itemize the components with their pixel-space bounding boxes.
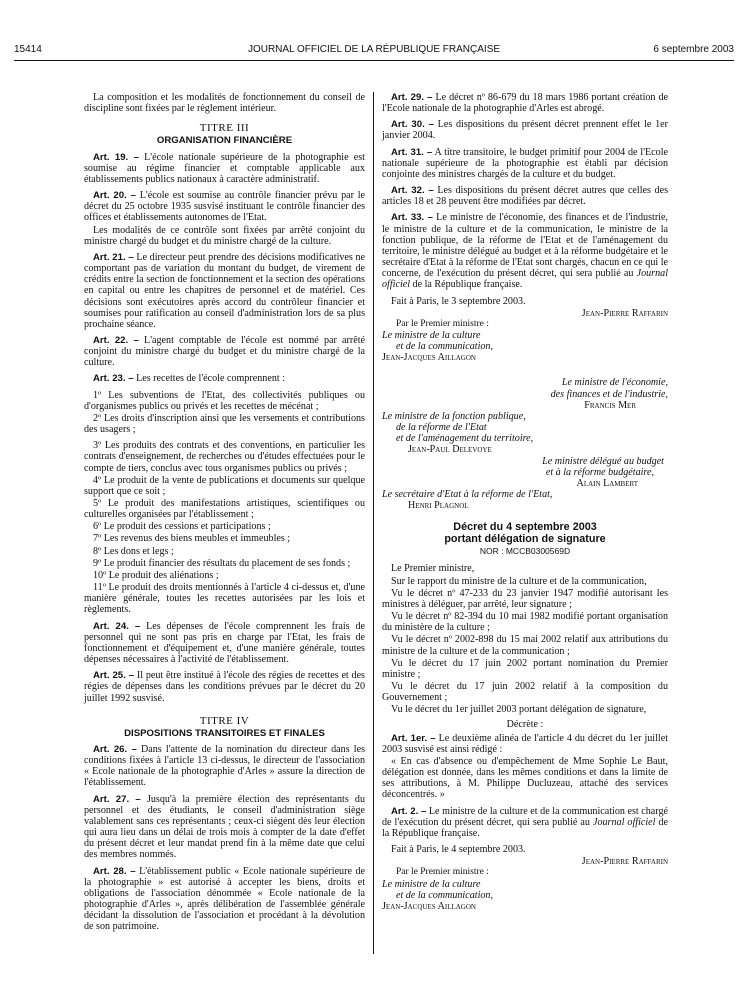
visa-item: Vu le décret du 1er juillet 2003 portant délégation de signature, <box>391 704 647 716</box>
par-premier-ministre-1: Par le Premier ministre : <box>396 318 489 329</box>
article-text: Le décret nº 86-679 du 18 mars 1986 portant création de l'Ecole nationale de la photographie d'Arles est abrogé. <box>382 92 668 115</box>
article-text: Les dispositions du présent décret autres que celles des articles 18 et 28 peuvent être modifiées par décret. <box>382 185 668 208</box>
article-label: Art. 28. – <box>93 865 136 877</box>
page-number: 15414 <box>14 44 42 55</box>
list-item: 5º Le produit des manifestations artistiques, scientifiques ou culturelles organisées par l'établissement ; <box>84 498 365 521</box>
article-text: Il peut être institué à l'école des régies de recettes et des régies de dépenses dans les conditions prévues par le décret du 20 juillet 1992 susvisé. <box>84 670 365 704</box>
article-text: Le deuxième alinéa de l'article 4 du décret du 1er juillet 2003 susvisé est ainsi rédigé : <box>382 732 669 755</box>
list-item: 1º Les subventions de l'Etat, des collectivités publiques ou d'organismes publics ou privés et les recettes de mécénat ; <box>84 389 365 412</box>
state-secretary-title: Le secrétaire d'Etat à la réforme de l'Etat, <box>382 489 553 500</box>
decree-article-2 <box>382 806 668 839</box>
article-label: Art. 27. – <box>93 793 141 805</box>
economy-minister-name: Francis Mer <box>584 399 636 411</box>
article-label: Art. 23. – <box>93 373 134 385</box>
journal-officiel-italic: Journal officiel <box>592 816 656 828</box>
intro-paragraph: La composition et les modalités de fonctionnement du conseil de discipline sont fixées par le règlement intérieur. <box>84 92 365 115</box>
journal-title: JOURNAL OFFICIEL DE LA RÉPUBLIQUE FRANÇAISE <box>247 44 501 55</box>
done-at-paris-1: Fait à Paris, le 3 septembre 2003. <box>391 295 526 307</box>
article-label: Art. 33. – <box>391 212 433 224</box>
list-item: 3º Les produits des contrats et des conventions, en particulier les contrats d'enseignement, de recherches ou d'études effectuées pour le compte de tiers, conclus avec tous organismes publics ou privés ; <box>84 440 365 474</box>
visa-item: Sur le rapport du ministre de la culture et de la communication, <box>391 575 647 587</box>
premier-ministre: Le Premier ministre, <box>391 563 475 575</box>
page-header <box>14 44 734 58</box>
article-label: Art. 29. – <box>391 92 433 103</box>
decree-article-1 <box>382 733 668 755</box>
article-33 <box>382 212 668 290</box>
article-label: Art. 32. – <box>391 185 434 197</box>
article-19 <box>84 152 365 185</box>
nor-reference: NOR : MCCB0300569D <box>479 546 571 557</box>
column-divider <box>373 92 374 954</box>
list-item: 2º Les droits d'inscription ainsi que les versements et contributions des usagers ; <box>84 412 365 436</box>
titre-iii-heading: TITRE III <box>199 122 250 135</box>
article-label: Art. 24. – <box>93 620 141 632</box>
article-label: Art. 22. – <box>93 334 139 346</box>
culture-minister-name-2: Jean-Jacques Aillagon <box>382 900 476 912</box>
list-item: 4º Le produit de la vente de publications et documents sur quelque support que ce soit ; <box>84 474 365 497</box>
article-label: Art. 1er. – <box>391 732 436 744</box>
article-text: L'école est soumise au contrôle financier prévu par le décret du 25 octobre 1935 susvisé instituant le contrôle financier des offices et établissements autonomes de l'Etat. <box>84 190 365 224</box>
budget-minister-title: Le ministre délégué au budget <box>542 455 664 467</box>
culture-minister-title-2b: et de la communication, <box>396 889 493 901</box>
visa-item: Vu le décret nº 82-394 du 10 mai 1982 modifié portant organisation du ministère de la culture ; <box>382 611 668 634</box>
public-service-minister-title-b: de la réforme de l'Etat <box>396 422 487 434</box>
decree-title: Décret du 4 septembre 2003 <box>453 521 597 534</box>
issue-date: 6 septembre 2003 <box>653 44 734 55</box>
article-label: Art. 25. – <box>93 670 135 682</box>
economy-minister-title: Le ministre de l'économie, <box>561 377 668 389</box>
article-22 <box>84 335 365 368</box>
done-at-paris-2: Fait à Paris, le 4 septembre 2003. <box>391 844 526 856</box>
header-rule <box>14 60 734 61</box>
budget-minister-name: Alain Lambert <box>576 477 638 489</box>
public-service-minister-title-c: et de l'aménagement du territoire, <box>396 433 534 445</box>
list-item: 7º Les revenus des biens meubles et immeubles ; <box>93 533 291 545</box>
public-service-minister-title: Le ministre de la fonction publique, <box>382 410 526 422</box>
titre-iv-heading: TITRE IV <box>199 714 250 727</box>
article-29 <box>382 92 668 114</box>
public-service-minister-name: Jean-Paul Delevoye <box>408 444 492 456</box>
culture-minister-title-1: Le ministre de la culture <box>382 329 481 341</box>
article-text: Le ministre de l'économie, des finances et de l'industrie, le ministre de la culture et de la communication, le ministre de la fonction publique, de la réforme de l'Etat et de l'aménagement du territoire, le ministre délégué au budget et à la réforme budgétaire et le secrétaire d'Etat à la réforme de l'Etat sont chargés, chacun en ce qui le concerne, de l'exécution du présent décret, qui sera publié au <box>382 212 668 280</box>
article-26 <box>84 744 365 789</box>
state-secretary-name: Henri Plagnol <box>408 500 469 512</box>
article-text-end: de la République française. <box>410 279 523 291</box>
signature-premier-ministre-1: Jean-Pierre Raffarin <box>581 307 668 319</box>
right-column <box>382 92 668 912</box>
decree-article-1-quote: « En cas d'absence ou d'empêchement de Mme Sophie Le Baut, délégation est donnée, dans les mêmes conditions et dans la limite de ses attributions, à M. Philippe Ducluzeau, attaché des services déconcentrés. » <box>382 755 668 801</box>
article-27 <box>84 794 365 861</box>
visa-item: Vu le décret du 17 juin 2002 relatif à la composition du Gouvernement ; <box>382 681 668 704</box>
article-text: Les recettes de l'école comprennent : <box>136 373 286 385</box>
article-text: Les dépenses de l'école comprennent les frais de personnel qui ne sont pas pris en charge par l'Etat, les frais de fonctionnement et d'équipement et, d'une manière générale, toutes dépenses nécessaires à l'activité de l'établissement. <box>84 620 365 666</box>
article-24 <box>84 621 365 666</box>
article-text: A titre transitoire, le budget primitif pour 2004 de l'Ecole nationale supérieure de la photographie est établi par décision conjointe des ministres chargés de la culture et du budget. <box>382 146 668 180</box>
decree-title-2: portant délégation de signature <box>444 533 606 546</box>
visa-item: Vu le décret nº 2002-898 du 15 mai 2002 relatif aux attributions du ministre de la culture et de la communication ; <box>382 634 668 657</box>
article-label: Art. 31. – <box>391 146 433 158</box>
article-label: Art. 21. – <box>93 251 134 263</box>
decrete: Décrète : <box>506 718 544 730</box>
article-label: Art. 20. – <box>93 190 136 202</box>
article-label: Art. 19. – <box>93 151 139 163</box>
culture-minister-name-1: Jean-Jacques Aillagon <box>382 352 476 364</box>
article-text: Le ministre de la culture et de la communication est chargé de l'exécution du présent décret, qui sera publié au <box>382 805 668 828</box>
titre-iii-subheading: ORGANISATION FINANCIÈRE <box>156 135 293 147</box>
list-item: 10º Le produit des aliénations ; <box>93 569 219 581</box>
list-item: 6º Le produit des cessions et participations ; <box>93 521 271 533</box>
article-20 <box>84 190 365 223</box>
article-25 <box>84 670 365 703</box>
article-text: Les dispositions du présent décret prennent effet le 1er janvier 2004. <box>382 119 668 142</box>
visa-item: Vu le décret du 17 juin 2002 portant nomination du Premier ministre ; <box>382 657 668 680</box>
budget-minister-title-b: et à la réforme budgétaire, <box>545 466 654 478</box>
article-23 <box>84 373 365 384</box>
list-item: 11º Le produit des droits mentionnés à l'article 4 ci-dessus et, d'une manière générale, toutes les recettes autorisées par les lois et règlements. <box>84 582 365 616</box>
journal-officiel-italic: Journal officiel <box>382 268 668 291</box>
article-21 <box>84 252 365 330</box>
article-text: L'agent comptable de l'école est nommé par arrêté conjoint du ministre chargé du budget et du ministre chargé de la culture. <box>84 334 365 369</box>
article-text: L'établissement public « Ecole nationale supérieure de la photographie » est autorisé à accepter les biens, droits et obligations de l'association dénommée « Ecole nationale de la photographie d'Arles », après délibération de l'assemblée générale décidant la dissolution de l'association et procédant à la dévolution de son patrimoine. <box>84 865 365 933</box>
list-item: 8º Les dons et legs ; <box>93 545 174 557</box>
article-text: Le directeur peut prendre des décisions modificatives ne comportant pas de variation du montant du budget, de virement de crédits entre la section de fonctionnement et la section des opérations en capital ou entre les chapitres de personnel et de matériel. Ces décisions sont exécutoires après accord du contrôleur financier et soumises pour ratification au conseil d'administration lors de sa plus prochaine séance. <box>84 251 365 330</box>
article-label: Art. 30. – <box>391 119 434 131</box>
list-item: 9º Le produit financier des résultats du placement de ses fonds ; <box>93 557 351 569</box>
article-label: Art. 26. – <box>93 743 137 755</box>
article-31 <box>382 147 668 180</box>
article-20-paragraph-2: Les modalités de ce contrôle sont fixées par arrêté conjoint du ministre chargé du budget et du ministre chargé de la culture. <box>84 224 365 247</box>
article-30 <box>382 119 668 141</box>
par-premier-ministre-2: Par le Premier ministre : <box>396 867 489 878</box>
article-text: L'école nationale supérieure de la photographie est soumise au régime financier et comptable applicable aux établissements publics nationaux à caractère administratif. <box>84 151 365 185</box>
economy-minister-title-b: des finances et de l'industrie, <box>550 388 668 400</box>
article-text: Jusqu'à la première élection des représentants du personnel et des étudiants, le conseil d'administration siège valablement sans ces représentants ; ceux-ci siègent dès leur élection qui aura lieu dans un délai de trois mois à compter de la date d'effet du présent décret et leur mandat prend fin à la même date que celui des membres nommés. <box>84 793 365 861</box>
article-text-end: de la République française. <box>382 816 669 839</box>
article-label: Art. 2. – <box>391 805 427 817</box>
visa-item: Vu le décret nº 47-233 du 23 janvier 1947 modifié autorisant les ministres à déléguer, par arrêté, leur signature ; <box>382 587 668 610</box>
article-32 <box>382 185 668 207</box>
titre-iv-subheading: DISPOSITIONS TRANSITOIRES ET FINALES <box>124 727 325 739</box>
article-text: Dans l'attente de la nomination du directeur dans les conditions fixées à l'article 13 ci-dessus, le directeur de l'association « Ecole nationale de la photographie d'Arles » assure la direction de l'établissement. <box>84 743 366 789</box>
article-28 <box>84 866 365 933</box>
culture-minister-title-1b: et de la communication, <box>396 341 493 353</box>
signature-premier-ministre-2: Jean-Pierre Raffarin <box>581 856 668 868</box>
culture-minister-title-2: Le ministre de la culture <box>382 878 481 890</box>
left-column <box>84 92 365 933</box>
